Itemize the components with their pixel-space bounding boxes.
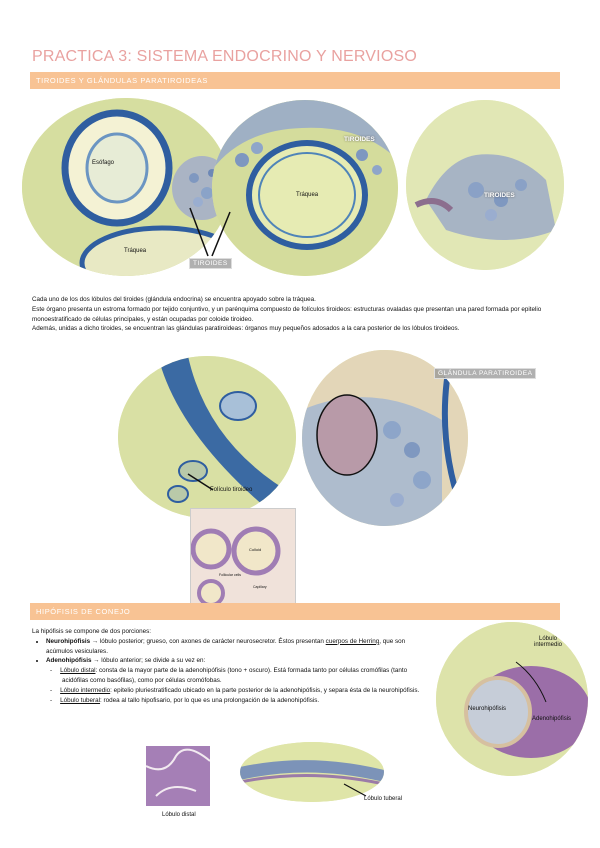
adenohipofisis-sublist	[46, 666, 427, 705]
section-header-tiroides: TIROIDES Y GLÁNDULAS PARATIROIDEAS	[30, 72, 560, 89]
list-item-neurohipofisis	[46, 637, 427, 657]
follicle-diagram	[190, 508, 296, 606]
label-lobulo-distal: Lóbulo distal	[162, 812, 196, 818]
tiroides-description	[32, 295, 562, 334]
label-paratiroidea: GLÁNDULA PARATIROIDEA	[434, 368, 536, 379]
micrograph-thyroid-lobe	[406, 100, 564, 270]
section-header-hipofisis: HIPÓFISIS DE CONEJO	[30, 603, 560, 620]
term-neurohipofisis: Neurohipófisis	[46, 637, 91, 645]
text-lobulo-distal: : consta de la mayor parte de la adenohipófisis (tono + oscuro). Está formada tanto por células cromófilas (tanto acidófilas como basófilas), como por células cromófobas.	[62, 667, 408, 684]
sublist-item-distal	[62, 666, 427, 686]
term-lobulo-intermedio: Lóbulo intermedio	[60, 686, 111, 694]
term-lobulo-tuberal: Lóbulo tuberal	[60, 696, 101, 704]
label-esofago: Esófago	[92, 160, 115, 166]
label-follicular-cells: Follicular cells	[219, 573, 241, 577]
micrograph-follicle	[118, 356, 296, 518]
hipofisis-intro: La hipófisis se compone de dos porciones:	[32, 628, 152, 635]
hipofisis-description	[32, 627, 427, 705]
label-tiroides-tag: TIROIDES	[189, 258, 232, 269]
text-adenohipofisis: → lóbulo anterior; se divide a su vez en:	[91, 657, 206, 665]
page-title: PRACTICA 3: SISTEMA ENDOCRINO Y NERVIOSO	[32, 48, 417, 65]
tiroides-paragraph-1: Cada uno de los dos lóbulos del tiroides (glándula endocrina) se encuentra apoyado sobre la tráquea.	[32, 296, 316, 303]
label-traquea-1: Tráquea	[124, 248, 147, 254]
follicle-diagram-image	[191, 509, 295, 605]
text-neurohipofisis: → lóbulo posterior; grueso, con axones de carácter neurosecretor. Éstos presentan	[90, 637, 326, 645]
tiroides-arrows	[180, 200, 240, 260]
micrograph-image	[406, 100, 564, 270]
term-adenohipofisis: Adenohipófisis	[46, 657, 92, 665]
label-capillary: Capillary	[253, 585, 267, 589]
micrograph-image	[146, 746, 210, 806]
sublist-item-tuberal	[62, 696, 427, 706]
sublist-item-intermedio	[62, 686, 427, 696]
term-lobulo-distal: Lóbulo distal	[60, 667, 96, 675]
label-colloid: Colloid	[249, 547, 262, 552]
micrograph-lobulo-distal	[146, 746, 210, 806]
micrograph-image	[118, 356, 296, 518]
text-neurohipofisis-end: , que son acúmulos vesiculares.	[46, 637, 406, 655]
label-foliculo: Folículo tiroideo	[210, 487, 253, 493]
list-item-adenohipofisis	[46, 656, 427, 705]
label-lobulo-tuberal: Lóbulo tuberal	[364, 796, 403, 802]
text-lobulo-intermedio: : epitelio pluriestratificado ubicado en la parte posterior de la adenohipófisis, y separa ésta de la neurohipófisis.	[110, 686, 420, 694]
tiroides-paragraph-2: Este órgano presenta un estroma formado por tejido conjuntivo, y un parénquima compuesto de folículos tiroideos: estructuras ovaladas que presentan una pared formada por epitelio monoestratificado de células principales, y están ocupadas por coloide tiroideo.	[32, 305, 542, 323]
label-tiroides-2: TIROIDES	[344, 136, 375, 143]
label-adenohipofisis: Adenohipófisis	[532, 716, 572, 722]
label-traquea-2: Tráquea	[296, 192, 319, 198]
term-herring: cuerpos de Herring	[325, 637, 380, 645]
label-neurohipofisis: Neurohipófisis	[468, 706, 507, 712]
tiroides-paragraph-3: Además, unidas a dicho tiroides, se encuentran las glándulas paratiroideas: órganos muy pequeños adosados a la cara posterior de los lóbulos tiroideos.	[32, 325, 460, 333]
label-tiroides-3: TIROIDES	[484, 192, 515, 199]
label-lobulo-intermedio: Lóbulo intermedio	[533, 636, 562, 648]
hipofisis-list	[32, 637, 427, 706]
text-lobulo-tuberal: : rodea al tallo hipofisario, por lo que es una prolongación de la adenohipófisis.	[100, 696, 320, 704]
